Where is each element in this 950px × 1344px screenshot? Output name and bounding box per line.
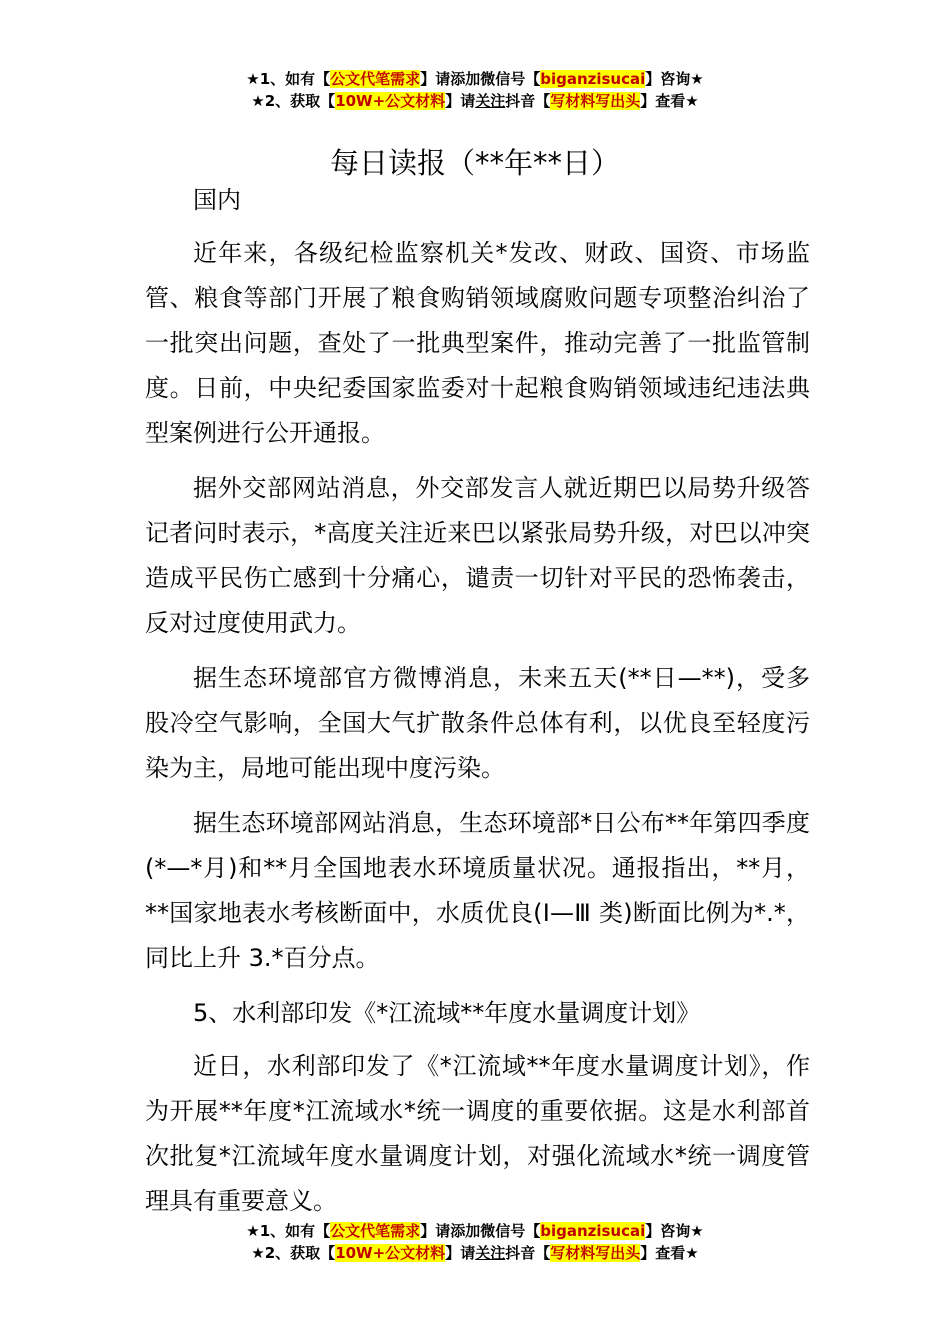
highlight-service: 公文代笔需求 bbox=[330, 1222, 421, 1240]
page-title: 每日读报（**年**日） bbox=[329, 146, 620, 181]
section-heading: 国内 bbox=[193, 186, 241, 214]
promo-line-2: ★2、获取【10W+公文材料】请关注抖音【写材料写出头】查看★ bbox=[251, 92, 699, 110]
highlight-wechat-id: biganzisucai bbox=[540, 1222, 646, 1240]
paragraph: 据外交部网站消息，外交部发言人就近期巴以局势升级答记者问时表示，*高度关注近来巴以紧张局势升级，对巴以冲突造成平民伤亡感到十分痛心，谴责一切针对平民的恐怖袭击，反对过度使用武力。 bbox=[145, 474, 810, 637]
highlight-douyin: 写材料写出头 bbox=[550, 1244, 641, 1262]
paragraph: 据生态环境部官方微博消息，未来五天(**日—**)，受多股冷空气影响，全国大气扩散条件总体有利，以优良至轻度污染为主，局地可能出现中度污染。 bbox=[145, 664, 810, 782]
follow-underlined: 关注 bbox=[475, 92, 506, 110]
highlight-wechat-id: biganzisucai bbox=[540, 70, 646, 88]
subheading: 5、水利部印发《*江流域**年度水量调度计划》 bbox=[193, 999, 701, 1027]
highlight-service: 公文代笔需求 bbox=[330, 70, 421, 88]
document-body bbox=[145, 178, 810, 1234]
follow-underlined: 关注 bbox=[475, 1244, 506, 1262]
header-promo-banner bbox=[0, 68, 950, 112]
paragraph: 近日，水利部印发了《*江流域**年度水量调度计划》，作为开展**年度*江流域水*统一调度的重要依据。这是水利部首次批复*江流域年度水量调度计划，对强化流域水*统一调度管理具有重要意义。 bbox=[145, 1052, 810, 1215]
promo-line-2: ★2、获取【10W+公文材料】请关注抖音【写材料写出头】查看★ bbox=[251, 1244, 699, 1262]
highlight-douyin: 写材料写出头 bbox=[550, 92, 641, 110]
promo-line-1: ★1、如有【公文代笔需求】请添加微信号【biganzisucai】咨询★ bbox=[246, 1222, 704, 1240]
highlight-materials: 10W+公文材料 bbox=[335, 1244, 446, 1262]
promo-line-1: ★1、如有【公文代笔需求】请添加微信号【biganzisucai】咨询★ bbox=[246, 70, 704, 88]
footer-promo-banner bbox=[0, 1220, 950, 1264]
paragraph: 近年来，各级纪检监察机关*发改、财政、国资、市场监管、粮食等部门开展了粮食购销领域腐败问题专项整治纠治了一批突出问题，查处了一批典型案件，推动完善了一批监管制度。日前，中央纪委国家监委对十起粮食购销领域违纪违法典型案例进行公开通报。 bbox=[145, 239, 810, 447]
highlight-materials: 10W+公文材料 bbox=[335, 92, 446, 110]
paragraph: 据生态环境部网站消息，生态环境部*日公布**年第四季度(*—*月)和**月全国地表水环境质量状况。通报指出，**月，**国家地表水考核断面中，水质优良(Ⅰ—Ⅲ 类)断面比例为*.*，同比上升 3.*百分点。 bbox=[145, 809, 810, 972]
